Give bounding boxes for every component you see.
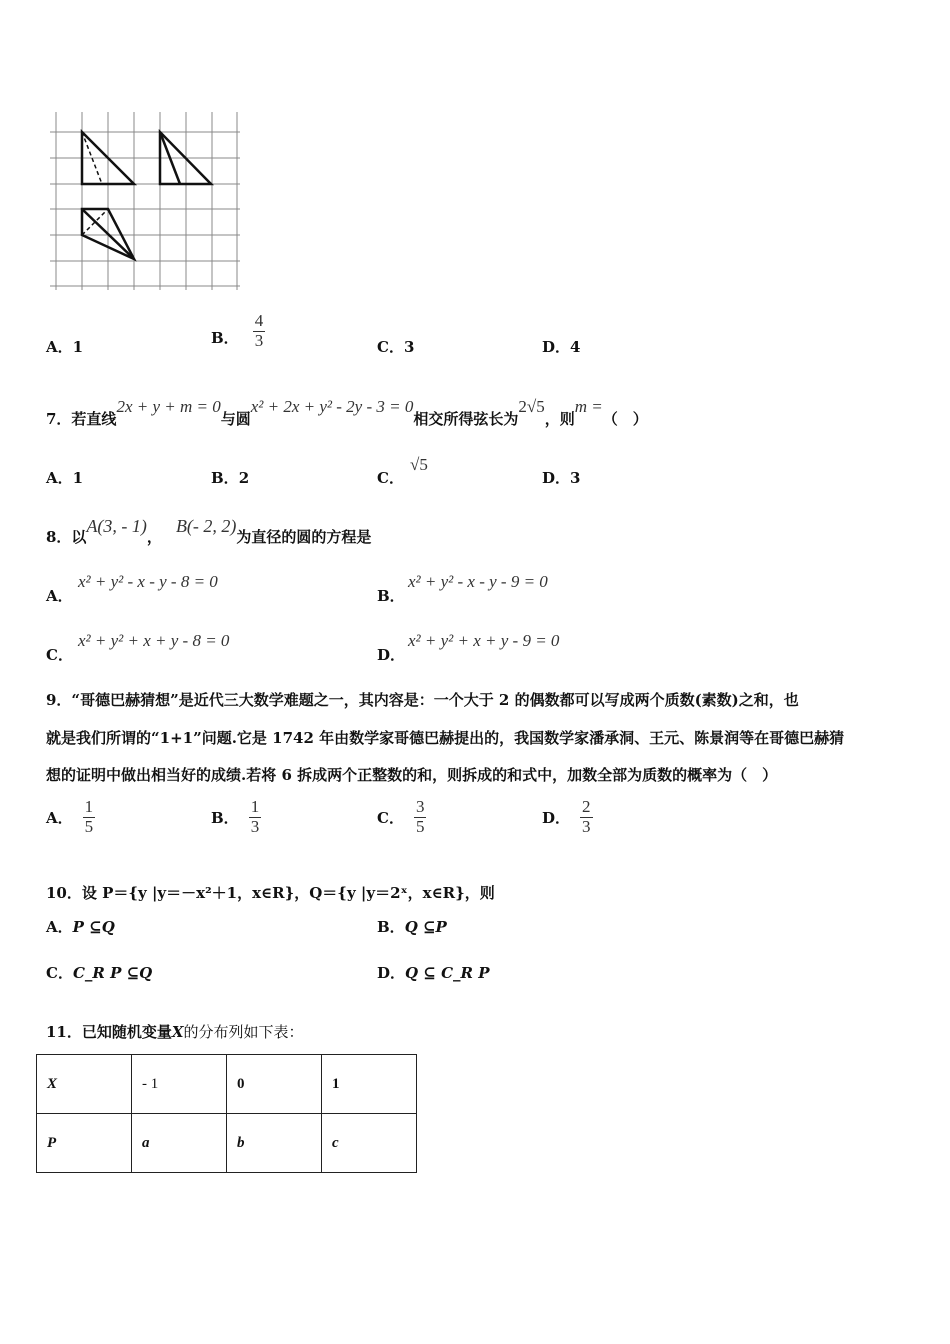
fraction: $\frac{3}{5}$: [415, 797, 425, 836]
q10-option-d[interactable]: D．Q ⊆ C_R P: [377, 964, 490, 982]
q8-option-b-value: x² + y² - x - y - 9 = 0: [408, 572, 548, 591]
table-cell: 0: [227, 1055, 322, 1114]
q7-option-c-value: √5: [410, 455, 428, 474]
table-cell: a: [132, 1114, 227, 1173]
q7-option-c[interactable]: C．: [377, 469, 404, 487]
three-view-figure: [50, 112, 242, 292]
fraction: $\frac{2}{3}$: [582, 797, 591, 836]
table-cell: P: [37, 1114, 132, 1173]
q10-option-b[interactable]: B．Q ⊆P: [377, 918, 447, 936]
q9-line-2: 就是我们所谓的“1+1”问题.它是 1742 年由数学家哥德巴赫提出的，我国数学家潘承洞、王元、陈景润等在哥德巴赫猜: [46, 729, 845, 747]
q9-line-3: 想的证明中做出相当好的成绩.若将 6 拆成两个正整数的和，则拆成的和式中，加数全部为质数的概率为（ ）: [46, 766, 778, 784]
q10-option-a[interactable]: A．P ⊆Q: [46, 918, 115, 936]
table-row: [37, 1114, 417, 1173]
q7-option-b[interactable]: B．2: [211, 469, 250, 487]
table-cell: - 1: [132, 1055, 227, 1114]
q9-line-1: 9．“哥德巴赫猜想”是近代三大数学难题之一，其内容是：一个大于 2 的偶数都可以写成两个质数(素数)之和，也: [46, 691, 799, 709]
fraction: $\frac{1}{3}$: [250, 797, 260, 836]
q8-option-c-value: x² + y² + x + y - 8 = 0: [78, 631, 230, 650]
q10-option-c[interactable]: C．C_R P ⊆Q: [46, 964, 153, 982]
q9-option-b[interactable]: B． $\frac{1}{3}$: [211, 797, 260, 836]
q8-option-b[interactable]: B．: [377, 587, 405, 605]
table-cell: X: [37, 1055, 132, 1114]
q7-option-a[interactable]: A．1: [46, 469, 84, 487]
distribution-table: [36, 1054, 417, 1173]
fraction: $\frac{1}{5}$: [84, 797, 94, 836]
q9-option-c[interactable]: C． $\frac{3}{5}$: [377, 797, 425, 836]
q7-stem: 7．若直线2x + y + m = 0与圆x² + 2x + y² - 2y - 3 = 0相交所得弦长为2√5，则m =（ ）: [46, 397, 648, 428]
table-cell: b: [227, 1114, 322, 1173]
q6-option-a[interactable]: A．1: [46, 338, 84, 356]
table-cell: c: [322, 1114, 417, 1173]
q6-option-b[interactable]: B． $\frac{4}{3}$: [211, 311, 264, 350]
q9-option-d[interactable]: D． $\frac{2}{3}$: [542, 797, 591, 836]
q8-option-d[interactable]: D．: [377, 646, 406, 664]
table-cell: 1: [322, 1055, 417, 1114]
q11-stem: 11．已知随机变量X的分布列如下表：: [46, 1023, 304, 1041]
fraction: $\frac{4}{3}$: [254, 311, 264, 350]
q7-option-d[interactable]: D．3: [542, 469, 581, 487]
q8-option-c[interactable]: C．: [46, 646, 73, 664]
q10-stem: 10．设 P＝{y |y＝－x²＋1，x∈R}，Q＝{y |y＝2ˣ，x∈R}，则: [46, 884, 495, 902]
q6-option-d[interactable]: D．4: [542, 338, 581, 356]
q8-option-a-value: x² + y² - x - y - 8 = 0: [78, 572, 218, 591]
q8-option-a[interactable]: A．: [46, 587, 73, 605]
q8-option-d-value: x² + y² + x + y - 9 = 0: [408, 631, 560, 650]
q8-stem: 8．以A(3, - 1)，B(- 2, 2)为直径的圆的方程是: [46, 516, 372, 546]
q9-option-a[interactable]: A． $\frac{1}{5}$: [46, 797, 94, 836]
table-row: [37, 1055, 417, 1114]
q6-option-c[interactable]: C．3: [377, 338, 415, 356]
